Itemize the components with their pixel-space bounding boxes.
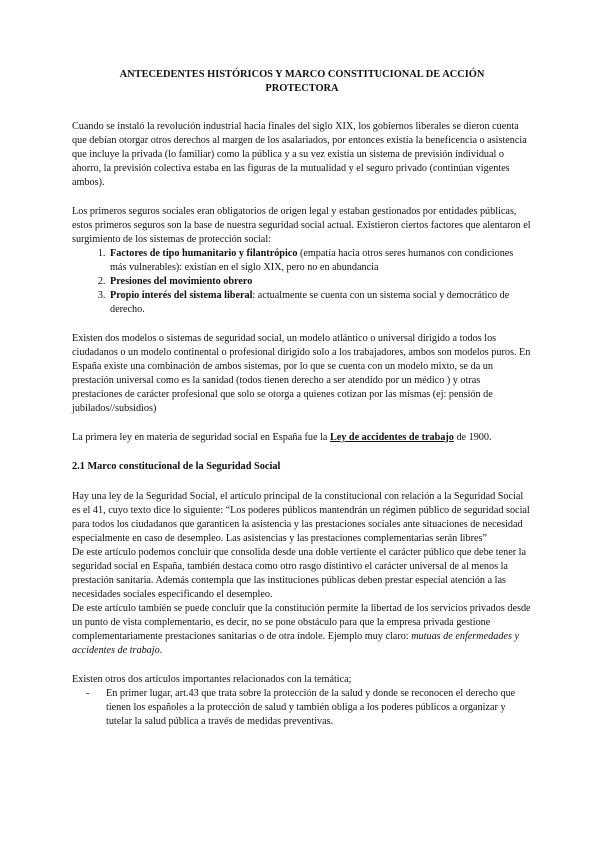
paragraph-first-insurances: Los primeros seguros sociales eran obligatorios de origen legal y estaban gestionados por entidades públicas, estos primeros seguros son la base de nuestra seguridad social actual. Existieron ciertos factores que alentaron el surgimiento de los sistemas de protección social:: [72, 206, 531, 245]
paragraph-conclusion-private: [72, 602, 532, 658]
private-text: De este artículo también se puede concluir que la constitución permite la libertad de los servicios privados desde un punto de vista complementario, es decir, no se pone obstáculo para que la empresa privada gestione complementariamente prestaciones sanitarias o de otra índole. Ejemplo muy claro:: [72, 603, 531, 642]
first-law-year: de 1900.: [453, 432, 492, 443]
paragraph-conclusion-public: De este artículo podemos concluir que consolida desde una doble vertiente el carácter público que debe tener la seguridad social en España, también destaca como otro rasgo distintivo el carácter universal de al menos la prestación sanitaria. Además contempla que las instituciones públicas deben prestar especial atención a las necesidades sociales especificando el desempleo.: [72, 547, 527, 600]
articles-list: [72, 687, 532, 729]
first-law-text: La primera ley en materia de seguridad social en España fue la: [72, 432, 330, 443]
paragraph-article-41: Hay una ley de la Seguridad Social, el artículo principal de la constitucional con relación a la Seguridad Social es el 41, cuyo texto dice lo siguiente: “Los poderes públicos mantendrán un régimen público de seguridad social para todos los ciudadanos que garanticen la asistencia y las prestaciones sociales ante situaciones de necesidad especialmente en caso de desempleo. Las asistencias y las prestaciones complementarias serán libres”: [72, 491, 530, 544]
example-end: .: [159, 645, 163, 656]
list-item: [108, 247, 532, 275]
factor-label: Factores de tipo humanitario y filantrópico: [110, 248, 298, 259]
section-heading: 2.1 Marco constitucional de la Seguridad Social: [72, 461, 281, 472]
paragraph-industrial-revolution: Cuando se instaló la revolución industrial hacia finales del siglo XIX, los gobiernos liberales se dieron cuenta que debían otorgar otros derechos al margen de los asalariados, por entonces existía la beneficencia o asistencia que incluye la privada (lo familiar) como la pública y a su vez existía un sistema de previsión individual o ahorro, la previsión colectiva estaba en las figuras de la mutualidad y el seguro privado (continúan vigentes ambos).: [72, 121, 527, 188]
factor-text: : actualmente se cuenta con un sistema social y democrático de derecho.: [110, 290, 510, 315]
list-item: [108, 289, 532, 317]
factor-label: Propio interés del sistema liberal: [110, 290, 253, 301]
law-link[interactable]: Ley de accidentes de trabajo: [329, 432, 454, 443]
paragraph-first-law: [72, 431, 532, 445]
document-title: ANTECEDENTES HISTÓRICOS Y MARCO CONSTITUCIONAL DE ACCIÓN PROTECTORA: [119, 69, 485, 94]
list-item: - En primer lugar, art.43 que trata sobre la protección de la salud y donde se reconocen el derecho que tienen los españoles a la protección de salud y también obliga a los poderes públicos a organizar y tutelar la salud pública a través de medidas preventivas.: [86, 687, 532, 729]
list-item: [108, 275, 532, 289]
factor-label: Presiones del movimiento obrero: [110, 276, 253, 287]
factor-text: (empatía hacia otros seres humanos con condiciones más vulnerables): existían en el siglo XIX, pero no en abundancia: [110, 248, 514, 273]
paragraph-models: Existen dos modelos o sistemas de seguridad social, un modelo atlántico o universal dirigido a todos los ciudadanos o un modelo continental o profesional dirigido solo a los trabajadores, ambos son modelos puros. En España existe una combinación de ambos sistemas, por lo que se cuenta con un modelo mixto, se da un prestación universal como es la sanidad (todos tienen derecho a ser atendido por un médico ) y otras prestaciones de carácter profesional que solo se otorga a quienes cotizan por las mismas (ej: pensión de jubilados//subsidios): [72, 333, 531, 414]
factors-list: [72, 247, 532, 317]
paragraph-other-articles: Existen otros dos artículos importantes relacionados con la temática;: [72, 674, 352, 685]
example-text: mutuas de enfermedades y accidentes de trabajo: [72, 631, 519, 656]
